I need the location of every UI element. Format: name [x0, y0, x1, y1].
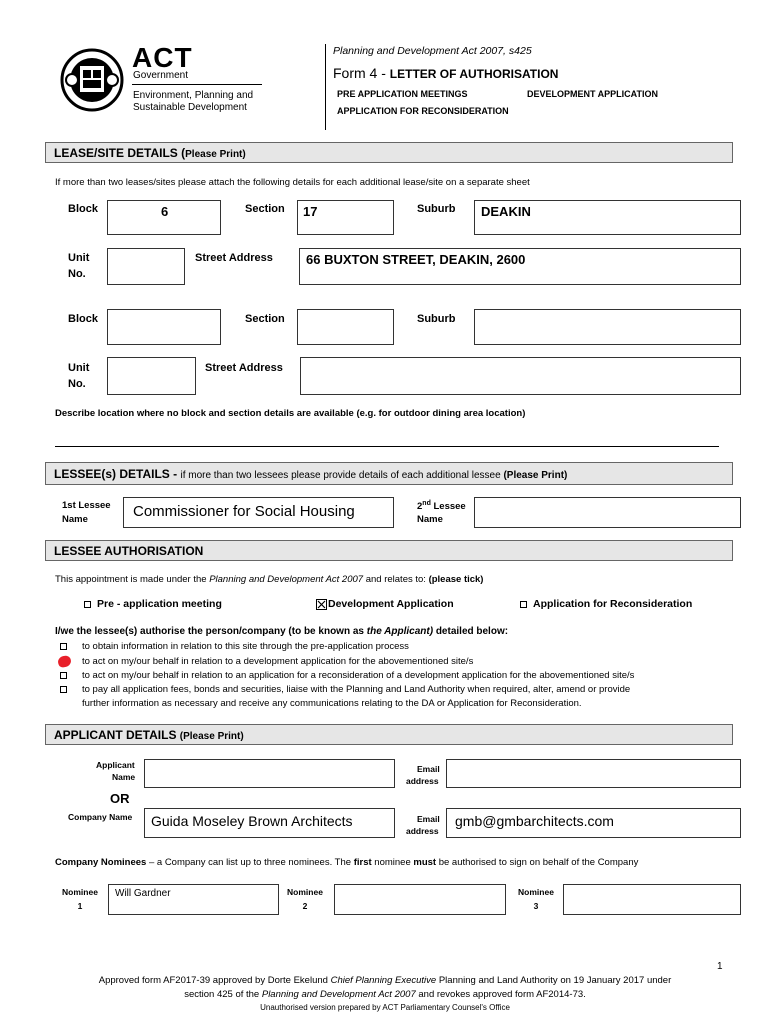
email-label-2a: Email [417, 814, 440, 824]
section-field-1[interactable] [297, 200, 394, 235]
applicant-details-heading: APPLICANT DETAILS (Please Print) [45, 724, 733, 745]
nominee-3-label: Nominee 3 [518, 887, 554, 911]
block-field-1[interactable] [107, 200, 221, 235]
coat-of-arms-icon [58, 46, 128, 112]
suburb-field-1[interactable] [474, 200, 741, 235]
unit-label-2a: Unit [68, 362, 90, 374]
suburb-value-1: DEAKIN [481, 204, 531, 219]
street-label-2: Street Address [205, 362, 283, 374]
footer-line-2: section 425 of the Planning and Development Act 2007 and revokes approved form AF2014-73. [184, 989, 586, 1000]
logo-divider [132, 84, 262, 85]
block-label-1: Block [68, 203, 98, 215]
second-lessee-label-b: Name [417, 514, 443, 525]
nominee-2-label: Nominee 2 [287, 887, 323, 911]
authorisation-statement: I/we the lessee(s) authorise the person/company (to be known as the Applicant) detailed below: [55, 626, 509, 637]
section-label-1: Section [245, 203, 285, 215]
logo-act: ACT [132, 42, 193, 73]
lease-note: If more than two leases/sites please attach the following details for each additional lease/site on a separate sheet [55, 177, 530, 188]
checkbox-icon[interactable] [520, 601, 527, 608]
footer-line-1: Approved form AF2017-39 approved by Dorte Ekelund Chief Planning Executive Planning and Land Authority on 19 January 2017 under [98, 975, 672, 986]
first-lessee-field[interactable] [123, 497, 394, 528]
nominee-2-field[interactable] [334, 884, 506, 915]
filled-tick-icon[interactable] [57, 655, 72, 669]
option-reconsideration[interactable]: Application for Reconsideration [520, 598, 692, 610]
email-field-1[interactable] [446, 759, 741, 788]
unit-label-1a: Unit [68, 252, 90, 264]
page-number: 1 [717, 961, 723, 972]
email-value-2: gmb@gmbarchitects.com [455, 813, 614, 829]
suburb-label-2: Suburb [417, 313, 456, 325]
checkbox-icon[interactable] [60, 672, 67, 679]
authorisation-item-4-cont: further information as necessary and receive any communications relating to the DA or Application for Reconsideration. [82, 698, 582, 709]
applicant-name-label-b: Name [112, 772, 136, 782]
header-option-pre: PRE APPLICATION MEETINGS [337, 89, 468, 99]
block-field-2[interactable] [107, 309, 221, 345]
email-field-2[interactable] [446, 808, 741, 838]
act-government-logo [58, 44, 268, 116]
lease-site-heading: LEASE/SITE DETAILS (Please Print) [45, 142, 733, 163]
block-label-2: Block [68, 313, 98, 325]
footer-line-3: Unauthorised version prepared by ACT Parliamentary Counsel's Office [260, 1003, 510, 1012]
location-note: Describe location where no block and section details are available (e.g. for outdoor dining area location) [55, 408, 526, 419]
checkbox-icon[interactable] [60, 686, 67, 693]
logo-government: Government [133, 70, 189, 81]
first-lessee-value: Commissioner for Social Housing [133, 503, 355, 520]
unit-field-1[interactable] [107, 248, 185, 285]
nominee-1-value: Will Gardner [115, 888, 171, 899]
section-label-2: Section [245, 313, 285, 325]
checkbox-icon[interactable] [84, 601, 91, 608]
section-value-1: 17 [303, 204, 318, 219]
block-value-1: 6 [161, 204, 169, 219]
logo-department-line1: Environment, Planning and [133, 90, 254, 101]
suburb-label-1: Suburb [417, 203, 456, 215]
nominee-1-label: Nominee 1 [62, 887, 98, 911]
street-value-1: 66 BUXTON STREET, DEAKIN, 2600 [306, 252, 526, 267]
unit-field-2[interactable] [107, 357, 196, 395]
company-name-field[interactable] [144, 808, 395, 838]
company-nominees-note: Company Nominees – a Company can list up to three nominees. The first nominee must be authorised to sign on behalf of the Company [55, 857, 639, 868]
nominee-1-field[interactable] [108, 884, 279, 915]
option-pre-application[interactable]: Pre - application meeting [84, 598, 222, 610]
email-label-1b: address [406, 776, 439, 786]
section-field-2[interactable] [297, 309, 394, 345]
unit-label-1b: No. [68, 268, 86, 280]
form-title: Form 4 - LETTER OF AUTHORISATION [333, 65, 559, 81]
suburb-field-2[interactable] [474, 309, 741, 345]
checkbox-icon[interactable] [60, 643, 67, 650]
street-field-1[interactable] [299, 248, 741, 285]
unit-label-2b: No. [68, 378, 86, 390]
email-label-1a: Email [417, 764, 440, 774]
or-separator: OR [110, 791, 130, 806]
location-line[interactable] [55, 446, 719, 447]
email-label-2b: address [406, 826, 439, 836]
act-reference: Planning and Development Act 2007, s425 [333, 45, 532, 57]
lessee-details-heading: LESSEE(s) DETAILS - if more than two lessees please provide details of each additional lessee (Please Print) [45, 462, 733, 485]
lessee-authorisation-heading: LESSEE AUTHORISATION [45, 540, 733, 561]
checked-box-icon[interactable] [316, 599, 327, 610]
authorisation-intro: This appointment is made under the Planning and Development Act 2007 and relates to: (please tick) [55, 574, 484, 585]
header-option-dev: DEVELOPMENT APPLICATION [527, 89, 659, 99]
applicant-name-label-a: Applicant [96, 760, 135, 770]
first-lessee-label-b: Name [62, 514, 88, 525]
street-label-1: Street Address [195, 252, 273, 264]
second-lessee-label-a: 2nd Lessee [417, 500, 466, 513]
header-divider [325, 44, 326, 130]
street-field-2[interactable] [300, 357, 741, 395]
header-option-recon: APPLICATION FOR RECONSIDERATION [337, 106, 509, 116]
applicant-name-field[interactable] [144, 759, 395, 788]
logo-department-line2: Sustainable Development [133, 102, 247, 113]
nominee-3-field[interactable] [563, 884, 741, 915]
option-development-application[interactable]: Development Application [316, 598, 454, 610]
company-name-label: Company Name [68, 812, 133, 822]
second-lessee-field[interactable] [474, 497, 741, 528]
company-name-value: Guida Moseley Brown Architects [151, 813, 353, 829]
first-lessee-label-a: 1st Lessee [62, 500, 111, 511]
